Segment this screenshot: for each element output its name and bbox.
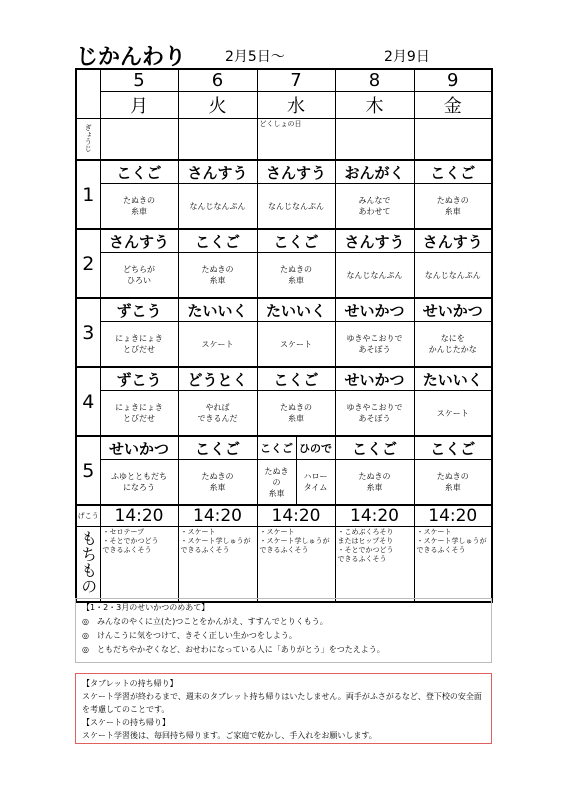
unit-note: なんじなんぷん (414, 253, 492, 299)
unit-note: ハロー タイム (296, 460, 335, 506)
unit-note: スケート (178, 322, 257, 368)
items-to-bring: ・スケート ・スケート学しゅうが できるふくそう (178, 527, 257, 603)
subject-cell: たいいく (178, 298, 257, 322)
mochimono-label (76, 527, 100, 603)
dismissal-time: 14:20 (257, 505, 335, 527)
event-cell (178, 119, 257, 161)
page-title: じかんわり (76, 45, 187, 70)
weekday: 月 (100, 92, 178, 119)
subject-cell: さんすう (178, 160, 257, 184)
gyoji-label-text: ぎょうじ (84, 124, 93, 152)
unit-note: ゆきやこおりで あそぼう (335, 391, 414, 437)
tablet-text: スケート学習が終わるまで、週末のタブレット持ち帰りはいたしません。両手がふさがるなど、登下校の安全面を考慮してのことです。 (82, 692, 482, 714)
weekday: 火 (178, 92, 257, 119)
event-cell (414, 119, 492, 161)
subject-cell: こくご (414, 160, 492, 184)
subject-cell: こくご (178, 436, 257, 460)
unit-note: たぬきの 糸車 (178, 460, 257, 506)
event-cell (100, 119, 178, 161)
dismissal-label: げこう (76, 505, 100, 527)
subject-cell: せいかつ (414, 298, 492, 322)
day-number: 9 (414, 69, 492, 92)
goal-item: ◎ けんこうに気をつけて、きそく正しい生かつをしよう。 (82, 631, 297, 640)
unit-note: にょきにょき とびだせ (100, 391, 178, 437)
unit-note: たぬきの 糸車 (100, 184, 178, 230)
subject-cell: こくご (335, 436, 414, 460)
subject-cell: せいかつ (335, 298, 414, 322)
subject-cell: こくご (257, 436, 296, 460)
mochimono-label-text: もちもの (78, 530, 98, 594)
unit-note: やれば できるんだ (178, 391, 257, 437)
corner-cell (76, 69, 100, 119)
unit-note: スケート (414, 391, 492, 437)
skate-text: スケート学習後は、毎回持ち帰ります。ご家庭で乾かし、手入れをお願いします。 (82, 731, 377, 740)
unit-note: なんじなんぷん (335, 253, 414, 299)
weekday: 水 (257, 92, 335, 119)
unit-note: たぬきの 糸車 (257, 253, 335, 299)
weekday: 金 (414, 92, 492, 119)
unit-note: みんなで あわせて (335, 184, 414, 230)
period-number: 5 (76, 436, 100, 505)
unit-note: なんじなんぷん (178, 184, 257, 230)
dismissal-time: 14:20 (178, 505, 257, 527)
skate-heading: 【スケートの持ち帰り】 (82, 718, 170, 727)
subject-cell: こくご (178, 229, 257, 253)
goal-item: ◎ みんなのやくに立(た)つことをかんがえ、すすんでとりくもう。 (82, 617, 328, 626)
subject-cell: こくご (414, 436, 492, 460)
unit-note: たぬきの 糸車 (414, 184, 492, 230)
tablet-heading: 【タブレットの持ち帰り】 (82, 679, 178, 688)
unit-note: たぬきの 糸車 (335, 460, 414, 506)
subject-cell: さんすう (100, 229, 178, 253)
unit-note: ゆきやこおりで あそぼう (335, 322, 414, 368)
subject-cell: さんすう (257, 160, 335, 184)
unit-note: ふゆとともだち になろう (100, 460, 178, 506)
subject-cell: たいいく (257, 298, 335, 322)
period-number: 1 (76, 160, 100, 229)
dismissal-time: 14:20 (414, 505, 492, 527)
event-cell (335, 119, 414, 161)
items-to-bring: ・セロテープ ・そとでかつどう できるふくそう (100, 527, 178, 603)
period-number: 2 (76, 229, 100, 298)
goal-item: ◎ ともだちやかぞくなど、おせわになっている人に「ありがとう」をつたえよう。 (82, 645, 385, 654)
unit-note: どちらが ひろい (100, 253, 178, 299)
unit-note: たぬき の 糸車 (257, 460, 296, 506)
unit-note: なにを かんじたかな (414, 322, 492, 368)
items-to-bring: ・スケート ・スケート学しゅうが できるふくそう (414, 527, 492, 603)
unit-note: にょきにょき とびだせ (100, 322, 178, 368)
unit-note: スケート (257, 322, 335, 368)
subject-cell: ずこう (100, 298, 178, 322)
subject-cell: どうとく (178, 367, 257, 391)
subject-cell: おんがく (335, 160, 414, 184)
date-start: 2月5日～ (225, 49, 285, 65)
gyoji-label (76, 119, 100, 161)
weekday: 木 (335, 92, 414, 119)
day-number: 7 (257, 69, 335, 92)
subject-cell: せいかつ (335, 367, 414, 391)
day-number: 5 (100, 69, 178, 92)
day-number: 6 (178, 69, 257, 92)
goals-heading: 【1・2・3月のせいかつのめあて】 (82, 603, 210, 612)
timetable (75, 68, 493, 603)
unit-note: なんじなんぷん (257, 184, 335, 230)
subject-cell: たいいく (414, 367, 492, 391)
notice-box (75, 673, 492, 744)
day-number: 8 (335, 69, 414, 92)
unit-note: たぬきの 糸車 (257, 391, 335, 437)
items-to-bring: ・こめぶくろそり またはヒップそり ・そとでかつどう できるふくそう (335, 527, 414, 603)
unit-note: たぬきの 糸車 (178, 253, 257, 299)
dismissal-time: 14:20 (335, 505, 414, 527)
subject-cell: せいかつ (100, 436, 178, 460)
subject-cell: さんすう (414, 229, 492, 253)
subject-cell: ずこう (100, 367, 178, 391)
period-number: 4 (76, 367, 100, 436)
subject-cell: こくご (257, 367, 335, 391)
subject-cell: こくご (257, 229, 335, 253)
subject-cell: ひので (296, 436, 335, 460)
subject-cell: さんすう (335, 229, 414, 253)
event-cell: どくしょの日 (257, 119, 335, 161)
period-number: 3 (76, 298, 100, 367)
goals-box (75, 598, 492, 663)
date-end: 2月9日 (384, 49, 430, 65)
subject-cell: こくご (100, 160, 178, 184)
unit-note: たぬきの 糸車 (414, 460, 492, 506)
items-to-bring: ・スケート ・スケート学しゅうが できるふくそう (257, 527, 335, 603)
dismissal-time: 14:20 (100, 505, 178, 527)
